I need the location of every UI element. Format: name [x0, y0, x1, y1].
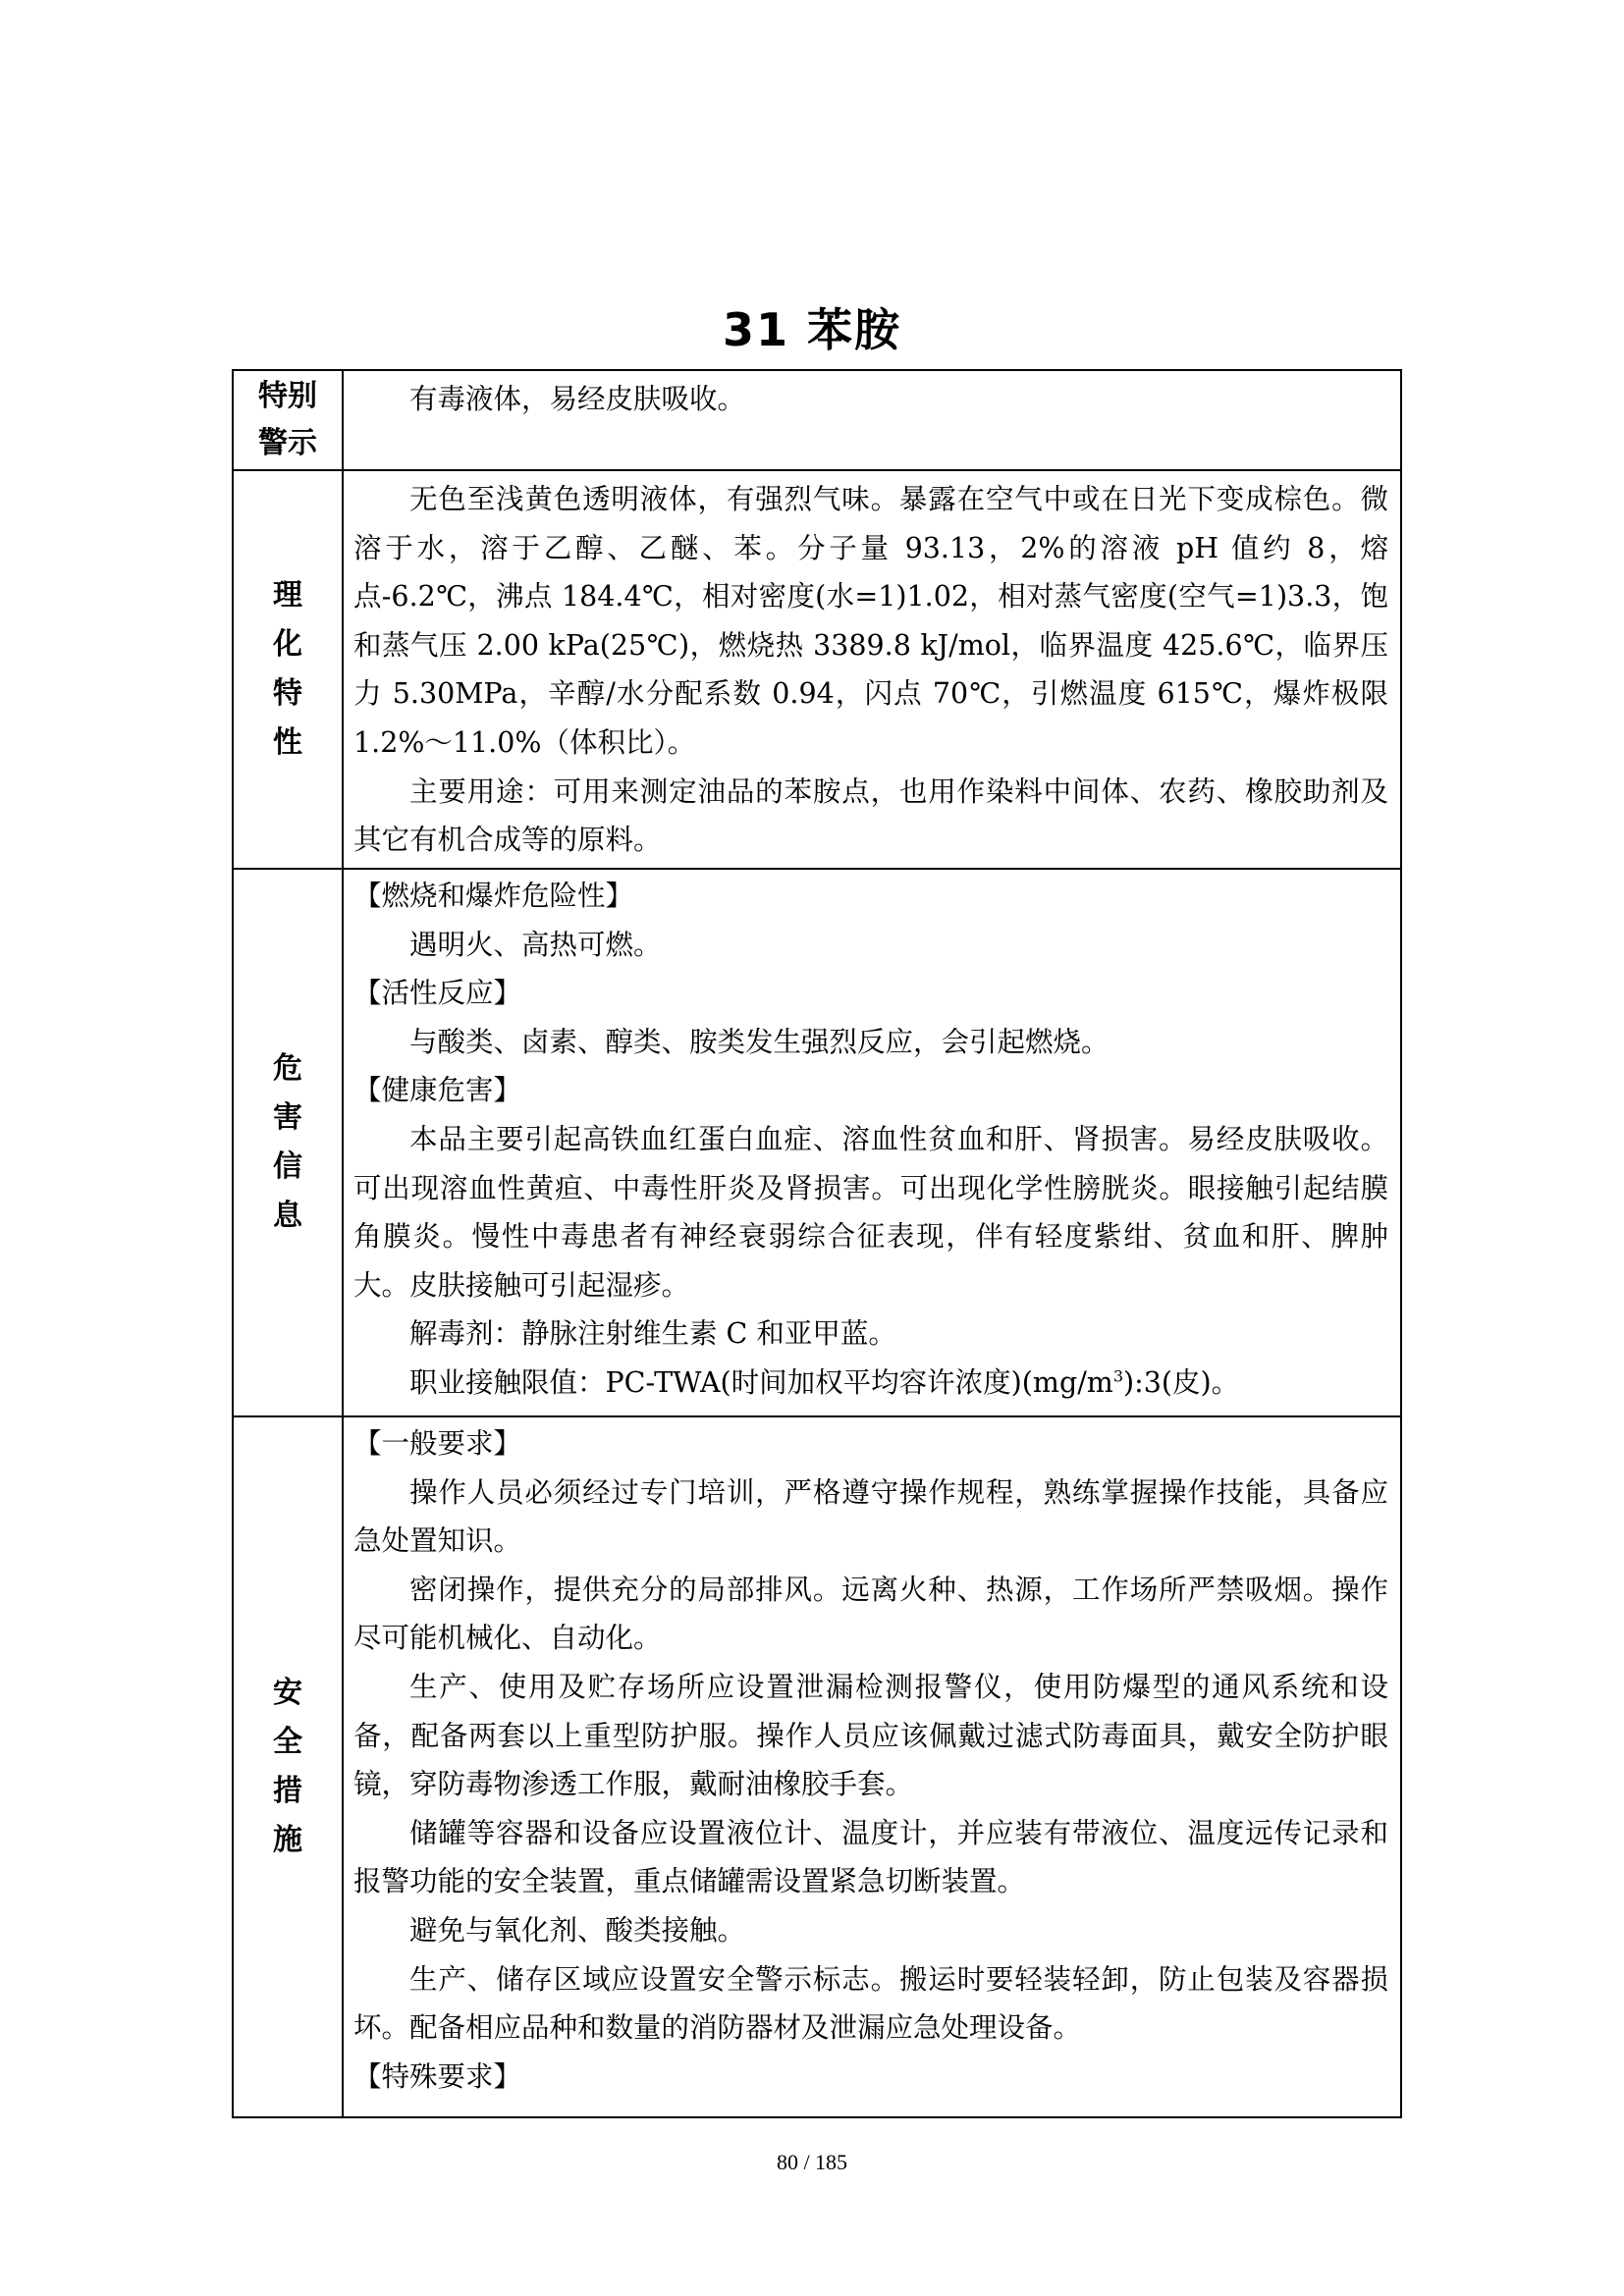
paragraph: 操作人员必须经过专门培训，严格遵守操作规程，熟练掌握操作技能，具备应急处置知识。	[353, 1475, 1388, 1558]
properties-text: 无色至浅黄色透明液体，有强烈气味。暴露在空气中或在日光下变成棕色。微溶于水，溶于乙醇、乙醚、苯。分子量 93.13，2%的溶液 pH 值约 8，熔点-6.2℃，沸点 184.4℃，相对密度(水=1)1.02，相对蒸气密度(空气=1)3.3，饱和蒸气压 2.00 kPa(25℃)，燃烧热 3389.8 kJ/mol，临界温度 425.6℃，临界压力 5.30MPa，辛醇/水分配系数 0.94，闪点 70℃，引燃温度 615℃，爆炸极限 1.2%～11.0%（体积比）。	[353, 483, 1388, 759]
section-heading: 【一般要求】	[353, 1427, 522, 1460]
label-safety: 安 全 措 施	[233, 1416, 343, 2117]
table-row-hazard	[233, 869, 1401, 1416]
table-row-safety	[233, 1416, 1401, 2117]
section-heading: 【活性反应】	[353, 977, 522, 1010]
section-heading: 【健康危害】	[353, 1074, 522, 1107]
paragraph: 避免与氧化剂、酸类接触。	[409, 1913, 746, 1947]
cell-hazard	[343, 869, 1401, 1416]
section-heading: 【燃烧和爆炸危险性】	[353, 880, 634, 912]
page-number: 80 / 185	[776, 2150, 848, 2174]
paragraph: 储罐等容器和设备应设置液位计、温度计，并应装有带液位、温度远传记录和报警功能的安全装置，重点储罐需设置紧急切断装置。	[353, 1816, 1388, 1898]
table-row-properties	[233, 470, 1401, 869]
paragraph: 生产、储存区域应设置安全警示标志。搬运时要轻装轻卸，防止包装及容器损坏。配备相应品种和数量的消防器材及泄漏应急处理设备。	[353, 1962, 1388, 2045]
exposure-limit: 职业接触限值：PC-TWA(时间加权平均容许浓度)$(mg/m^3):3$(皮)。	[409, 1365, 1240, 1399]
paragraph: 本品主要引起高铁血红蛋白血症、溶血性贫血和肝、肾损害。易经皮肤吸收。可出现溶血性黄疸、中毒性肝炎及肾损害。可出现化学性膀胱炎。眼接触引起结膜角膜炎。慢性中毒患者有神经衰弱综合征表现，伴有轻度紫绀、贫血和肝、脾肿大。皮肤接触可引起湿疹。	[353, 1122, 1388, 1302]
label-hazard: 危 害 信 息	[233, 869, 343, 1416]
cell-properties	[343, 470, 1401, 869]
paragraph: 遇明火、高热可燃。	[409, 928, 662, 961]
cell-safety	[343, 1416, 1401, 2117]
table-row-warning	[233, 370, 1401, 470]
msds-table	[232, 369, 1402, 2118]
label-warning: 特别 警示	[233, 370, 343, 470]
paragraph: 解毒剂：静脉注射维生素 C 和亚甲蓝。	[409, 1317, 896, 1351]
usage-text: 主要用途：可用来测定油品的苯胺点，也用作染料中间体、农药、橡胶助剂及其它有机合成等的原料。	[353, 774, 1388, 857]
cell-warning	[343, 370, 1401, 470]
paragraph: 密闭操作，提供充分的局部排风。远离火种、热源，工作场所严禁吸烟。操作尽可能机械化、自动化。	[353, 1573, 1388, 1655]
warning-text: 有毒液体，易经皮肤吸收。	[409, 383, 746, 415]
paragraph: 与酸类、卤素、醇类、胺类发生强烈反应，会引起燃烧。	[409, 1025, 1110, 1058]
label-properties: 理 化 特 性	[233, 470, 343, 869]
paragraph: 生产、使用及贮存场所应设置泄漏检测报警仪，使用防爆型的通风系统和设备，配备两套以上重型防护服。操作人员应该佩戴过滤式防毒面具，戴安全防护眼镜，穿防毒物渗透工作服，戴耐油橡胶手套。	[353, 1670, 1388, 1801]
page-title: 31 苯胺	[722, 303, 902, 356]
section-heading: 【特殊要求】	[353, 2059, 522, 2093]
